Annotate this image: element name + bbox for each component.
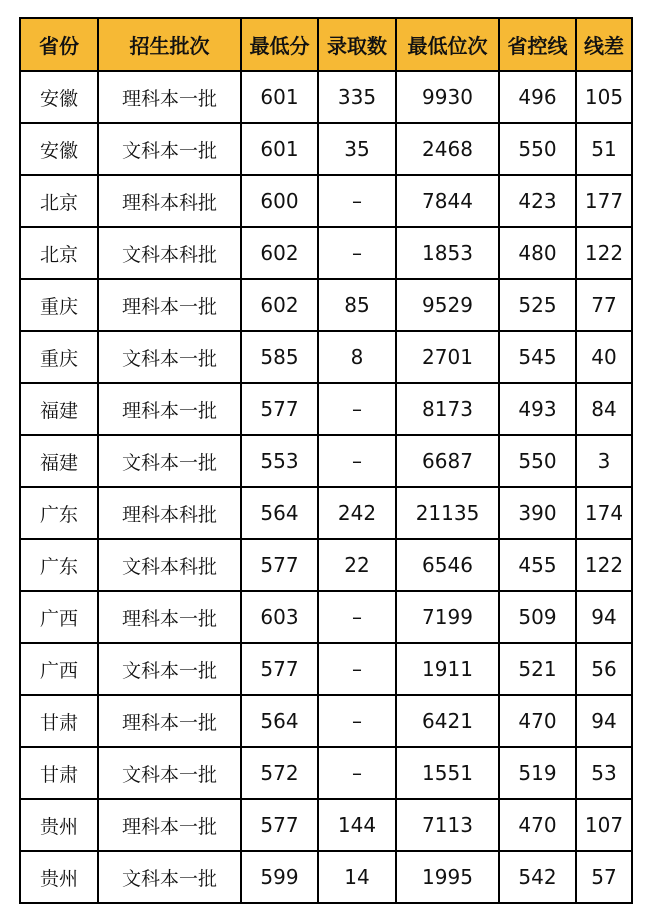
table-row [20,383,632,435]
table-row [20,487,632,539]
cell-province: 福建 [20,435,98,487]
cell-batch: 理科本一批 [98,279,241,331]
cell-admitted-count: – [318,383,396,435]
cell-line-diff: 107 [576,799,632,851]
cell-batch: 理科本一批 [98,591,241,643]
cell-line-diff: 84 [576,383,632,435]
cell-province: 重庆 [20,331,98,383]
cell-admitted-count: – [318,227,396,279]
cell-batch: 文科本一批 [98,435,241,487]
cell-min-rank: 6546 [396,539,499,591]
cell-control-line: 525 [499,279,576,331]
cell-admitted-count: 22 [318,539,396,591]
cell-line-diff: 77 [576,279,632,331]
cell-min-score: 577 [241,539,318,591]
cell-control-line: 550 [499,435,576,487]
cell-control-line: 496 [499,71,576,123]
cell-province: 北京 [20,175,98,227]
cell-line-diff: 94 [576,591,632,643]
table-row [20,435,632,487]
cell-batch: 理科本科批 [98,175,241,227]
cell-min-rank: 1911 [396,643,499,695]
cell-min-score: 600 [241,175,318,227]
cell-control-line: 390 [499,487,576,539]
cell-min-rank: 6687 [396,435,499,487]
cell-batch: 理科本科批 [98,487,241,539]
cell-batch: 文科本科批 [98,539,241,591]
table-row [20,539,632,591]
cell-min-rank: 7113 [396,799,499,851]
header-province: 省份 [20,18,98,71]
table-row [20,331,632,383]
cell-province: 安徽 [20,123,98,175]
cell-line-diff: 40 [576,331,632,383]
cell-admitted-count: 35 [318,123,396,175]
cell-control-line: 470 [499,695,576,747]
cell-control-line: 455 [499,539,576,591]
cell-admitted-count: – [318,747,396,799]
cell-batch: 文科本一批 [98,747,241,799]
cell-admitted-count: 85 [318,279,396,331]
cell-province: 安徽 [20,71,98,123]
table-row [20,71,632,123]
cell-province: 贵州 [20,799,98,851]
cell-batch: 文科本科批 [98,227,241,279]
cell-batch: 理科本一批 [98,799,241,851]
cell-line-diff: 51 [576,123,632,175]
cell-province: 贵州 [20,851,98,903]
cell-min-rank: 8173 [396,383,499,435]
cell-province: 重庆 [20,279,98,331]
cell-batch: 文科本一批 [98,643,241,695]
cell-control-line: 545 [499,331,576,383]
cell-line-diff: 57 [576,851,632,903]
cell-admitted-count: – [318,695,396,747]
cell-admitted-count: 242 [318,487,396,539]
table-body [20,71,632,903]
cell-line-diff: 53 [576,747,632,799]
cell-min-score: 599 [241,851,318,903]
cell-province: 福建 [20,383,98,435]
cell-min-rank: 2701 [396,331,499,383]
cell-province: 广东 [20,487,98,539]
table-row [20,799,632,851]
table-row [20,851,632,903]
header-line-diff: 线差 [576,18,632,71]
table-row [20,175,632,227]
cell-admitted-count: – [318,591,396,643]
cell-line-diff: 122 [576,539,632,591]
cell-control-line: 493 [499,383,576,435]
cell-min-rank: 7844 [396,175,499,227]
header-control-line: 省控线 [499,18,576,71]
cell-admitted-count: – [318,643,396,695]
cell-control-line: 423 [499,175,576,227]
table-header [20,18,632,71]
cell-line-diff: 3 [576,435,632,487]
cell-min-score: 564 [241,695,318,747]
header-row [20,18,632,71]
cell-province: 广东 [20,539,98,591]
cell-control-line: 509 [499,591,576,643]
cell-min-score: 577 [241,799,318,851]
cell-line-diff: 174 [576,487,632,539]
cell-line-diff: 177 [576,175,632,227]
table-row [20,747,632,799]
header-min-score: 最低分 [241,18,318,71]
table-row [20,591,632,643]
cell-min-score: 602 [241,279,318,331]
cell-province: 北京 [20,227,98,279]
cell-min-score: 564 [241,487,318,539]
cell-min-rank: 21135 [396,487,499,539]
cell-admitted-count: 144 [318,799,396,851]
admission-score-table [19,17,633,904]
cell-admitted-count: 14 [318,851,396,903]
cell-control-line: 542 [499,851,576,903]
cell-min-score: 601 [241,123,318,175]
cell-min-rank: 2468 [396,123,499,175]
header-min-rank: 最低位次 [396,18,499,71]
cell-batch: 文科本一批 [98,331,241,383]
cell-line-diff: 94 [576,695,632,747]
cell-min-rank: 1551 [396,747,499,799]
cell-province: 甘肃 [20,695,98,747]
cell-admitted-count: 8 [318,331,396,383]
cell-min-rank: 9529 [396,279,499,331]
cell-min-rank: 7199 [396,591,499,643]
cell-min-rank: 1853 [396,227,499,279]
cell-control-line: 470 [499,799,576,851]
cell-min-score: 577 [241,383,318,435]
cell-province: 广西 [20,643,98,695]
table-row [20,279,632,331]
header-admitted-count: 录取数 [318,18,396,71]
cell-control-line: 521 [499,643,576,695]
cell-batch: 文科本一批 [98,123,241,175]
cell-line-diff: 56 [576,643,632,695]
cell-control-line: 480 [499,227,576,279]
cell-batch: 理科本一批 [98,695,241,747]
cell-batch: 文科本一批 [98,851,241,903]
cell-min-score: 553 [241,435,318,487]
cell-admitted-count: – [318,175,396,227]
cell-control-line: 550 [499,123,576,175]
cell-province: 甘肃 [20,747,98,799]
table-row [20,227,632,279]
cell-admitted-count: – [318,435,396,487]
cell-line-diff: 105 [576,71,632,123]
cell-min-rank: 1995 [396,851,499,903]
cell-admitted-count: 335 [318,71,396,123]
cell-batch: 理科本一批 [98,383,241,435]
cell-min-score: 601 [241,71,318,123]
cell-min-rank: 9930 [396,71,499,123]
cell-min-score: 585 [241,331,318,383]
header-batch: 招生批次 [98,18,241,71]
cell-min-score: 602 [241,227,318,279]
cell-min-score: 572 [241,747,318,799]
cell-control-line: 519 [499,747,576,799]
cell-line-diff: 122 [576,227,632,279]
cell-min-rank: 6421 [396,695,499,747]
table-row [20,695,632,747]
cell-min-score: 577 [241,643,318,695]
cell-batch: 理科本一批 [98,71,241,123]
table-row [20,643,632,695]
table-row [20,123,632,175]
admission-table-container [19,17,633,904]
cell-province: 广西 [20,591,98,643]
cell-min-score: 603 [241,591,318,643]
